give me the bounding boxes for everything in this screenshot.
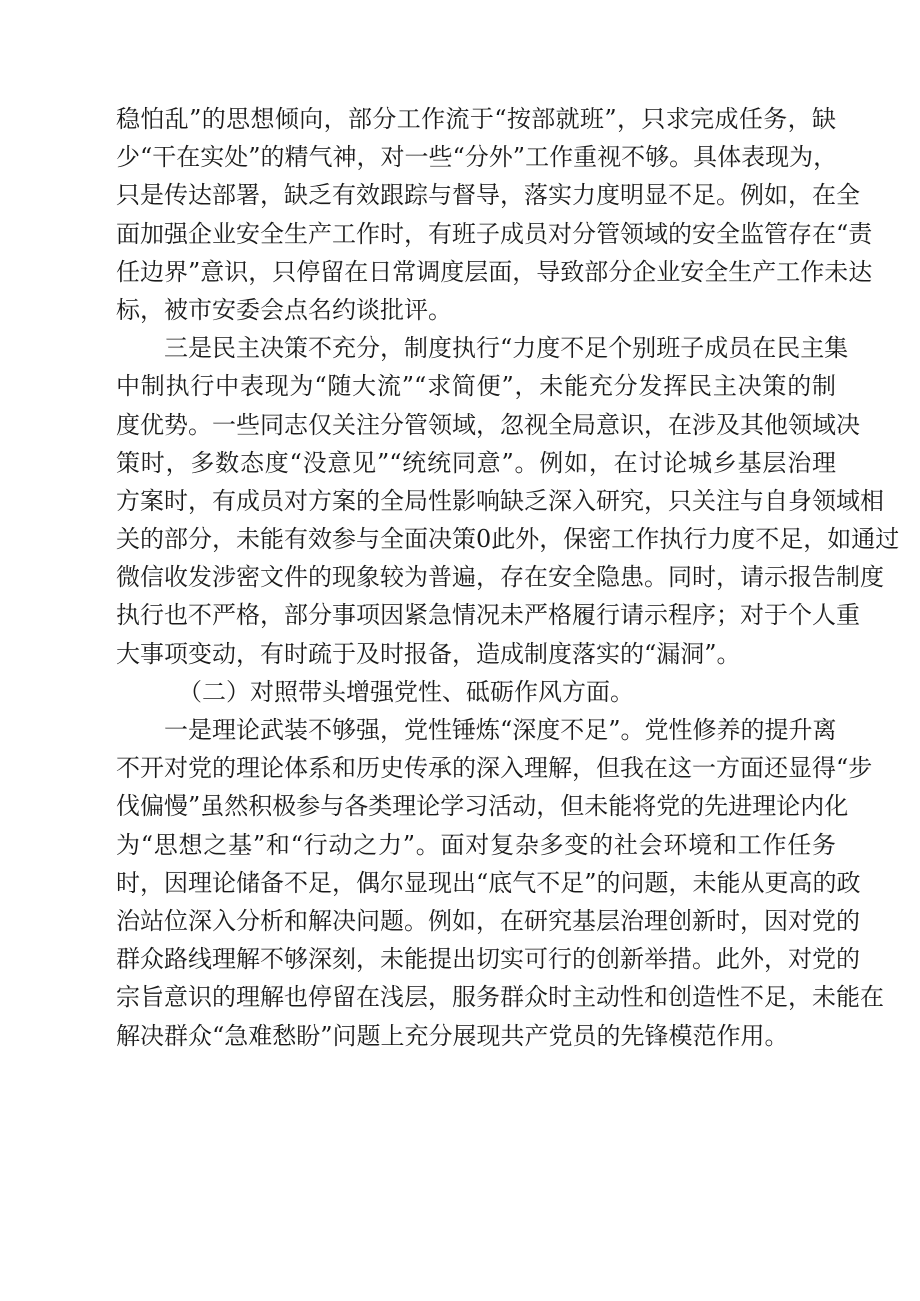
text-line: 治站位深入分析和解决问题。例如，在研究基层治理创新时，因对党的	[116, 906, 860, 935]
text-line: 关的部分，未能有效参与全面决策0此外，保密工作执行力度不足，如通过	[116, 525, 900, 554]
text-line: 只是传达部署，缺乏有效跟踪与督导，落实力度明显不足。例如，在全	[116, 181, 860, 210]
text-line: 一是理论武装不够强，党性锤炼“深度不足”。党性修养的提升离	[164, 716, 837, 744]
text-line: 任边界”意识，只停留在日常调度层面，导致部分企业安全生产工作未达	[116, 257, 873, 286]
text-line: 大事项变动，有时疏于及时报备，造成制度落实的“漏洞”。	[116, 639, 741, 668]
text-line: 度优势。一些同志仅关注分管领域，忽视全局意识，在涉及其他领域决	[116, 410, 860, 439]
text-line: 群众路线理解不够深刻，未能提出切实可行的创新举措。此外，对党的	[116, 945, 860, 974]
text-line: 标，被市安委会点名约谈批评。	[116, 295, 452, 324]
section-heading: （二）对照带头增强党性、砥砺作风方面。	[178, 677, 634, 706]
text-line: 面加强企业安全生产工作时，有班子成员对分管领域的安全监管存在“责	[116, 219, 873, 248]
text-line: 微信收发涉密文件的现象较为普遍，存在安全隐患。同时，请示报告制度	[116, 563, 884, 592]
text-line: 中制执行中表现为“随大流”“求简便”，未能充分发挥民主决策的制	[116, 372, 836, 401]
text-line: 为“思想之基”和“行动之力”。面对复杂多变的社会环境和工作任务	[116, 830, 836, 859]
text-line: 执行也不严格，部分事项因紧急情况未严格履行请示程序；对于个人重	[116, 601, 860, 630]
text-line: 少“干在实处”的精气神，对一些“分外”工作重视不够。具体表现为，	[116, 143, 838, 172]
text-line: 不开对党的理论体系和历史传承的深入理解，但我在这一方面还显得“步	[116, 754, 873, 783]
text-line: 时，因理论储备不足，偶尔显现出“底气不足”的问题，未能从更高的政	[116, 868, 861, 897]
text-line: 稳怕乱”的思想倾向，部分工作流于“按部就班”，只求完成任务，缺	[116, 105, 836, 133]
text-line: 策时，多数态度“没意见”“统统同意”。例如，在讨论城乡基层治理	[116, 448, 836, 477]
text-line: 伐偏慢”虽然积极参与各类理论学习活动，但未能将党的先进理论内化	[116, 792, 849, 821]
text-line: 三是民主决策不充分，制度执行“力度不足个别班子成员在民主集	[164, 334, 849, 363]
text-line: 宗旨意识的理解也停留在浅层，服务群众时主动性和创造性不足，未能在	[116, 983, 884, 1012]
text-line: 方案时，有成员对方案的全局性影响缺乏深入研究，只关注与自身领域相	[116, 486, 884, 515]
document-body	[116, 100, 900, 1055]
text-line: 解决群众“急难愁盼”问题上充分展现共产党员的先锋模范作用。	[116, 1021, 789, 1050]
